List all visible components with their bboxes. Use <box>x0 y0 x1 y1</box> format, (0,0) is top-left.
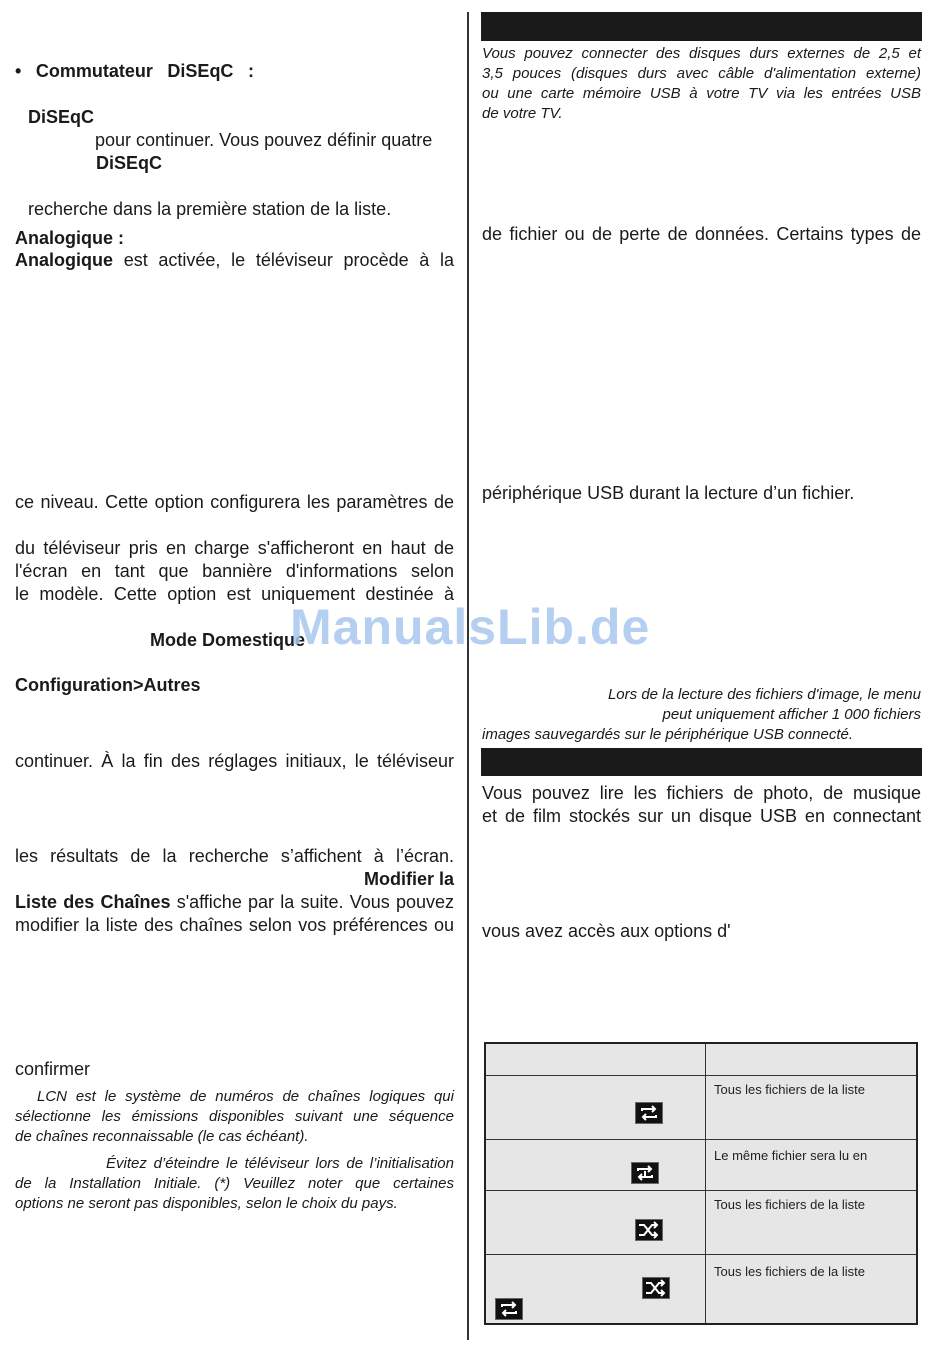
lcn-line-3: de chaînes reconnaissable (le cas échéant). <box>15 1128 309 1145</box>
tv-line-2: l'écran en tant que bannière d'informations selon <box>15 561 454 581</box>
table-row-desc: Le même fichier sera lu en <box>714 1148 868 1163</box>
continuer-line: continuer. À la fin des réglages initiaux, le téléviseur <box>15 751 454 771</box>
resultats-line: les résultats de la recherche s’affichent à l’écran. <box>15 846 454 866</box>
table-row-desc: Tous les fichiers de la liste <box>714 1082 866 1097</box>
usb-intro-4: de votre TV. <box>482 105 563 122</box>
peripherique-line: périphérique USB durant la lecture d’un fichier. <box>482 483 855 503</box>
analog-paragraph <box>15 249 454 272</box>
liste-chaines-rest: s'affiche par la suite. Vous pouvez <box>176 892 454 912</box>
table-row-desc: Tous les fichiers de la liste <box>714 1264 866 1279</box>
watermark: ManualsLib.de <box>290 599 651 655</box>
confirmer-text: confirmer <box>15 1059 91 1079</box>
repeat-one-icon <box>631 1162 659 1184</box>
evitez-line-3: options ne seront pas disponibles, selon le choix du pays. <box>15 1195 398 1212</box>
evitez-line-2: de la Installation Initiale. (*) Veuillez noter que certaines <box>15 1175 454 1192</box>
loop-shuffle-table <box>484 1042 918 1325</box>
usb-intro-1: Vous pouvez connecter des disques durs externes de 2,5 et <box>482 45 921 62</box>
tv-line-1: du téléviseur pris en charge s'afficheront en haut de <box>15 538 454 558</box>
note-line-2: peut uniquement afficher 1 000 fichiers <box>662 706 921 723</box>
config-autres: Configuration>Autres <box>15 675 201 695</box>
mode-domestique: Mode Domestique <box>150 630 306 650</box>
lcn-line-1: LCN est le système de numéros de chaînes logiques qui <box>37 1088 454 1105</box>
repeat-icon <box>635 1102 663 1124</box>
note-line-1: Lors de la lecture des fichiers d'image, le menu <box>607 686 921 703</box>
modifier-la: Modifier la <box>363 869 454 889</box>
table-row <box>486 1139 916 1190</box>
level-line: ce niveau. Cette option configurera les paramètres de <box>15 492 454 512</box>
analog-bold: Analogique <box>15 250 113 270</box>
lcn-line-2: sélectionne les émissions disponibles suivant une séquence <box>15 1108 454 1125</box>
shuffle-icon <box>635 1219 663 1241</box>
liste-chaines-bold: Liste des Chaînes <box>15 892 171 912</box>
table-row <box>486 1254 916 1326</box>
options-line: vous avez accès aux options d' <box>482 921 731 941</box>
repeat-icon <box>495 1298 523 1320</box>
usb-intro-2: 3,5 pouces (disques durs avec câble d'alimentation externe) <box>482 65 921 82</box>
shuffle-icon <box>642 1277 670 1299</box>
table-row-desc: Tous les fichiers de la liste <box>714 1197 866 1212</box>
media-line-2: et de film stockés sur un disque USB en connectant <box>482 806 921 826</box>
usb-section-header-bar <box>481 12 922 41</box>
tv-line-3: le modèle. Cette option est uniquement destinée à <box>15 584 454 604</box>
column-divider <box>467 12 469 1340</box>
usb-intro-3: ou une carte mémoire USB à votre TV via les entrées USB <box>482 85 921 102</box>
media-section-header-bar <box>481 748 922 776</box>
liste-chaines-line <box>15 891 454 914</box>
analog-rest: est activée, le téléviseur procède à la <box>123 250 454 270</box>
table-row <box>486 1190 916 1254</box>
first-station-text: recherche dans la première station de la liste. <box>28 199 392 219</box>
modifier-line: modifier la liste des chaînes selon vos préférences ou <box>15 915 454 935</box>
diseqc-heading: • Commutateur DiSEqC : <box>15 61 254 81</box>
continue-text: pour continuer. Vous pouvez définir quatre <box>95 130 433 150</box>
analog-heading: Analogique : <box>15 228 124 248</box>
evitez-line-1: Évitez d’éteindre le téléviseur lors de l’initialisation <box>106 1155 454 1172</box>
diseqc-label: DiSEqC <box>28 107 95 127</box>
diseqc-label-2: DiSEqC <box>96 153 163 173</box>
note-line-3: images sauvegardés sur le périphérique USB connecté. <box>482 726 854 743</box>
table-row <box>486 1075 916 1139</box>
media-line-1: Vous pouvez lire les fichiers de photo, de musique <box>482 783 921 803</box>
fichier-line: de fichier ou de perte de données. Certains types de <box>482 224 921 244</box>
